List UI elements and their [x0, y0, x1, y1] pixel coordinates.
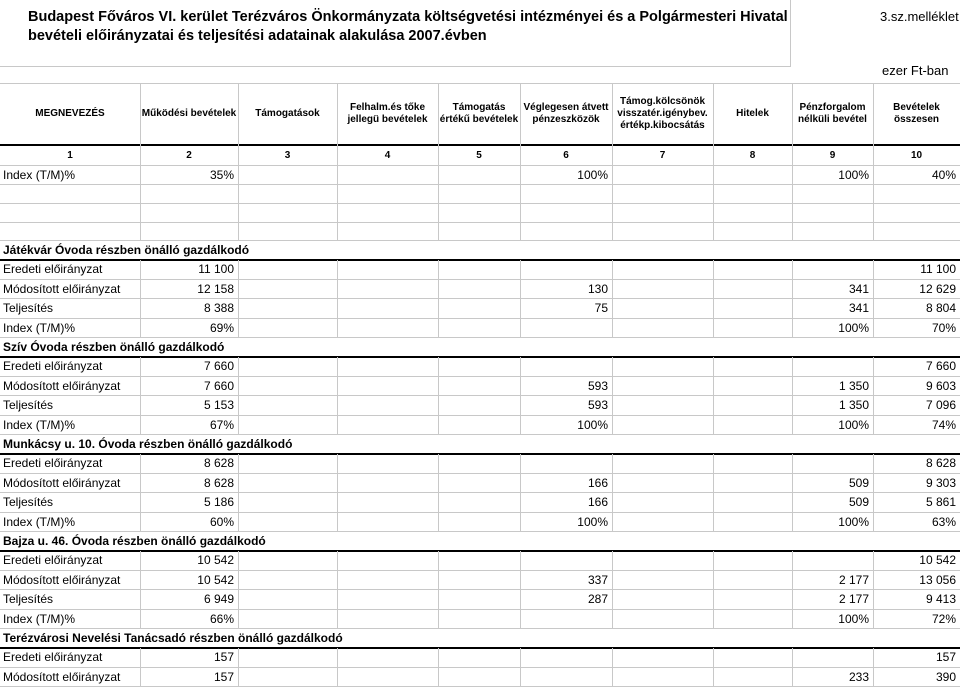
column-number-10: 10 — [910, 150, 923, 161]
table-row — [0, 396, 960, 415]
title-line-1: Budapest Főváros VI. kerület Terézváros Önkormányzata költségvetési intézményei és a Polgármesteri Hivatal — [28, 9, 788, 25]
table-row — [0, 454, 960, 473]
column-number-6: 6 — [563, 150, 569, 161]
table-row — [0, 610, 960, 629]
section-title: Bajza u. 46. Óvoda részben önálló gazdálkodó — [3, 534, 266, 548]
table-row — [0, 166, 960, 185]
row-label: Index (T/M)% — [3, 612, 76, 626]
table-row — [0, 648, 960, 667]
section-title-row — [0, 629, 960, 648]
row-label: Eredeti előirányzat — [3, 650, 103, 664]
column-number-8: 8 — [749, 150, 756, 161]
column-header-6: Véglegesen átvett pénzeszközök — [523, 102, 609, 125]
cell-c10: 390 — [935, 670, 956, 684]
row-label: Módosított előirányzat — [3, 476, 121, 490]
table-row — [0, 513, 960, 532]
column-header-4: Felhalm.és tőke jellegü bevételek — [347, 102, 428, 125]
page-title — [28, 8, 788, 46]
cell-c2: 69% — [209, 321, 234, 335]
row-label: Teljesítés — [3, 398, 54, 412]
cell-c6: 100% — [577, 418, 608, 432]
table-row — [0, 377, 960, 396]
section-title-row — [0, 532, 960, 551]
cell-c9: 341 — [848, 301, 869, 315]
cell-c6: 337 — [587, 573, 608, 587]
table-row — [0, 319, 960, 338]
row-label: Index (T/M)% — [3, 515, 76, 529]
cell-c9: 2 177 — [838, 573, 869, 587]
cell-c9: 233 — [848, 670, 869, 684]
cell-c6: 593 — [587, 398, 608, 412]
table-row — [0, 260, 960, 279]
cell-c10: 70% — [931, 321, 956, 335]
cell-c9: 100% — [838, 168, 869, 182]
column-number-4: 4 — [384, 150, 391, 161]
column-header-8: Hitelek — [736, 108, 769, 119]
cell-c2: 10 542 — [197, 573, 234, 587]
cell-c9: 341 — [848, 282, 869, 296]
cell-c10: 10 542 — [919, 553, 956, 567]
column-number-2: 2 — [186, 150, 192, 161]
cell-c2: 67% — [209, 418, 234, 432]
section-title: Játékvár Óvoda részben önálló gazdálkodó — [3, 243, 250, 257]
column-header-10: Bevételek összesen — [893, 102, 940, 125]
column-header-5: Támogatás értékű bevételek — [439, 102, 519, 125]
table-row — [0, 280, 960, 299]
cell-c9: 1 350 — [838, 398, 869, 412]
cell-c2: 5 186 — [203, 495, 234, 509]
column-header-7: Támog.kölcsönök visszatér.igénybev. értékp.kibocsátás — [617, 96, 708, 131]
table-row — [0, 357, 960, 376]
cell-c6: 75 — [594, 301, 608, 315]
cell-c6: 130 — [587, 282, 608, 296]
row-label: Eredeti előirányzat — [3, 553, 103, 567]
section-title: Munkácsy u. 10. Óvoda részben önálló gazdálkodó — [3, 437, 293, 451]
cell-c6: 593 — [587, 379, 608, 393]
row-label: Eredeti előirányzat — [3, 262, 103, 276]
row-label: Eredeti előirányzat — [3, 456, 103, 470]
row-label: Teljesítés — [3, 495, 54, 509]
column-number-1: 1 — [67, 150, 73, 161]
cell-c2: 11 100 — [198, 262, 234, 276]
table-row — [0, 551, 960, 570]
row-label: Index (T/M)% — [3, 168, 76, 182]
cell-c10: 7 660 — [925, 359, 956, 373]
cell-c6: 287 — [587, 592, 608, 606]
cell-c6: 166 — [587, 495, 608, 509]
cell-c10: 8 804 — [925, 301, 956, 315]
section-title-row — [0, 241, 960, 260]
cell-c10: 9 303 — [925, 476, 956, 490]
column-number-9: 9 — [829, 150, 836, 161]
cell-c9: 100% — [838, 321, 869, 335]
section-title: Szív Óvoda részben önálló gazdálkodó — [3, 340, 225, 354]
column-number-5: 5 — [476, 150, 482, 161]
unit-label: ezer Ft-ban — [882, 63, 949, 78]
cell-c9: 100% — [838, 612, 869, 626]
column-header-2: Működési bevételek — [141, 108, 237, 119]
cell-c10: 157 — [935, 650, 956, 664]
cell-c9: 2 177 — [838, 592, 869, 606]
cell-c2: 157 — [213, 650, 234, 664]
row-label: Teljesítés — [3, 592, 54, 606]
title-line-2: bevételi előirányzatai és teljesítési adatainak alakulása 2007.évben — [28, 28, 487, 44]
cell-c9: 100% — [838, 418, 869, 432]
cell-c2: 157 — [213, 670, 234, 684]
row-label: Módosított előirányzat — [3, 670, 121, 684]
table-row — [0, 571, 960, 590]
cell-c2: 8 628 — [203, 456, 234, 470]
annex-label: 3.sz.melléklet — [880, 9, 959, 24]
row-label: Index (T/M)% — [3, 321, 76, 335]
cell-c10: 74% — [931, 418, 956, 432]
cell-c2: 66% — [209, 612, 234, 626]
cell-c10: 9 603 — [925, 379, 956, 393]
table-row — [0, 299, 960, 318]
cell-c2: 12 158 — [197, 282, 234, 296]
table-row — [0, 493, 960, 512]
cell-c10: 7 096 — [925, 398, 956, 412]
header-bottom-line — [0, 144, 960, 146]
cell-c10: 11 100 — [920, 262, 956, 276]
table-row — [0, 474, 960, 493]
column-number-3: 3 — [284, 150, 291, 161]
cell-c2: 60% — [209, 515, 234, 529]
cell-c2: 7 660 — [203, 359, 234, 373]
cell-c2: 5 153 — [203, 398, 234, 412]
row-label: Módosított előirányzat — [3, 282, 121, 296]
cell-c9: 100% — [838, 515, 869, 529]
cell-c10: 40% — [931, 168, 956, 182]
section-title-row — [0, 338, 960, 357]
cell-c6: 100% — [577, 168, 608, 182]
cell-c2: 6 949 — [203, 592, 234, 606]
cell-c10: 72% — [931, 612, 956, 626]
column-header-1: MEGNEVEZÉS — [35, 108, 105, 119]
cell-c10: 63% — [931, 515, 956, 529]
cell-c6: 100% — [577, 515, 608, 529]
cell-c10: 8 628 — [925, 456, 956, 470]
table-row — [0, 668, 960, 687]
cell-c9: 1 350 — [838, 379, 869, 393]
cell-c9: 509 — [848, 495, 869, 509]
cell-c2: 7 660 — [203, 379, 234, 393]
column-header-9: Pénzforgalom nélküli bevétel — [798, 102, 867, 125]
row-divider — [0, 222, 960, 223]
cell-c2: 8 388 — [203, 301, 234, 315]
column-header-3: Támogatások — [255, 108, 320, 119]
cell-c10: 12 629 — [919, 282, 956, 296]
table-row — [0, 590, 960, 609]
cell-c2: 35% — [209, 168, 234, 182]
cell-c2: 10 542 — [197, 553, 234, 567]
row-label: Teljesítés — [3, 301, 54, 315]
table-row — [0, 416, 960, 435]
cell-c6: 166 — [587, 476, 608, 490]
cell-c2: 8 628 — [203, 476, 234, 490]
row-label: Eredeti előirányzat — [3, 359, 103, 373]
section-title-row — [0, 435, 960, 454]
cell-c10: 9 413 — [925, 592, 956, 606]
row-label: Módosított előirányzat — [3, 379, 121, 393]
cell-c10: 13 056 — [919, 573, 956, 587]
row-label: Index (T/M)% — [3, 418, 76, 432]
row-label: Módosított előirányzat — [3, 573, 121, 587]
row-divider — [0, 203, 960, 204]
column-number-7: 7 — [659, 150, 666, 161]
section-title: Terézvárosi Nevelési Tanácsadó részben önálló gazdálkodó — [3, 631, 343, 645]
cell-c9: 509 — [848, 476, 869, 490]
cell-c10: 5 861 — [925, 495, 956, 509]
